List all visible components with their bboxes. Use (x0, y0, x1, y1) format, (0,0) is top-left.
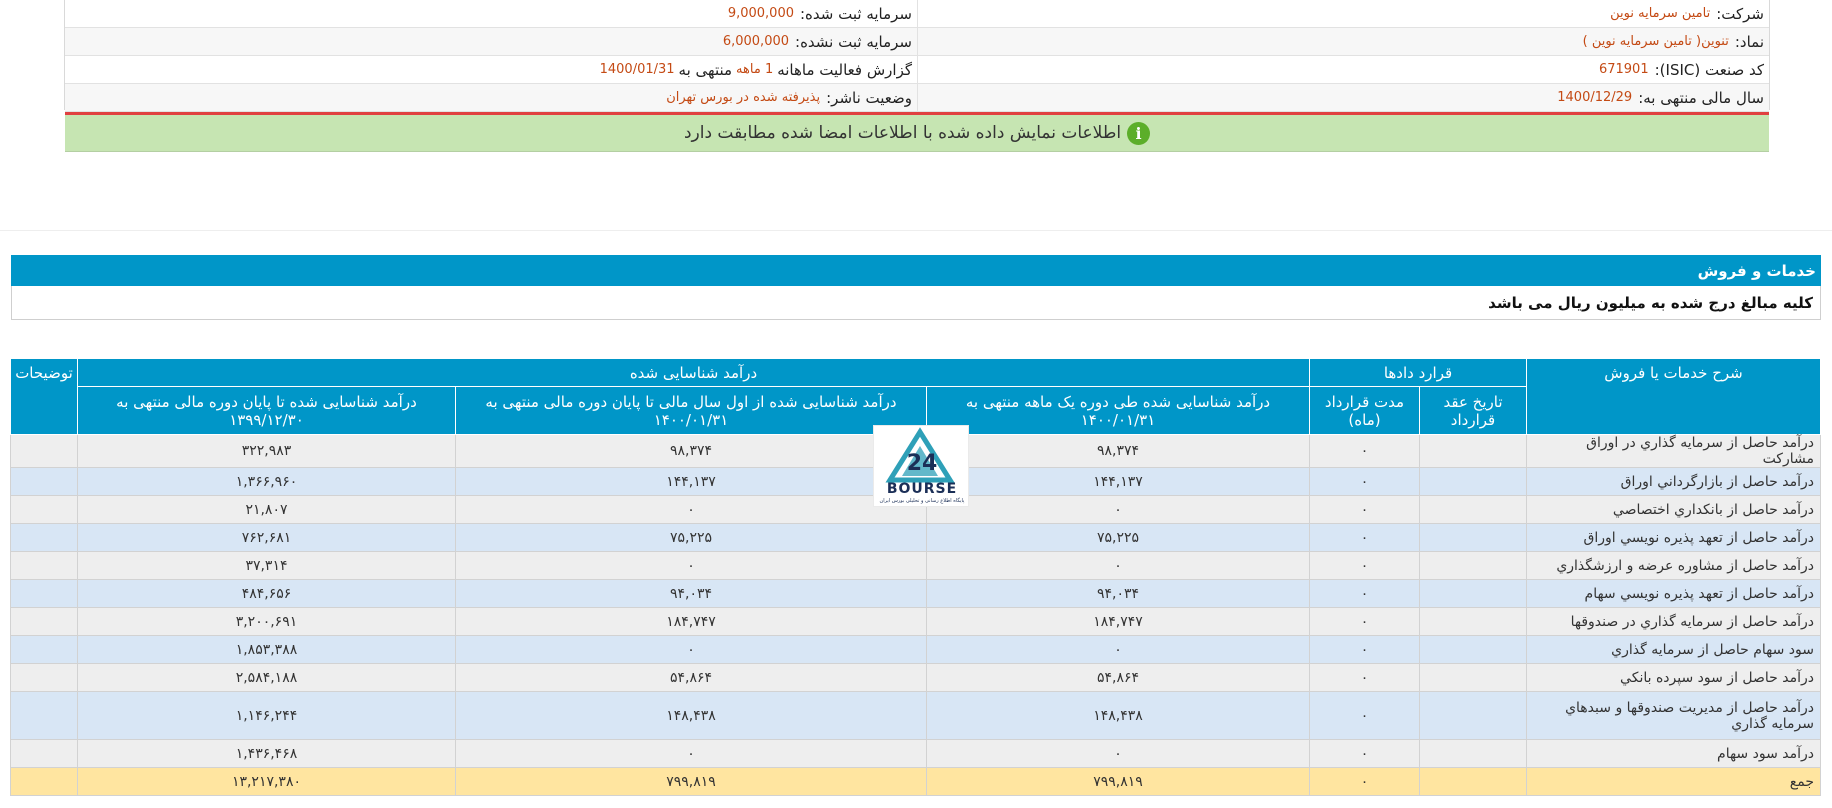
publisher-value: پذیرفته شده در بورس تهران (666, 90, 821, 105)
row-income-ytd: ۱۴۸,۴۳۸ (455, 692, 926, 740)
page-divider (0, 230, 1832, 231)
row-desc: درآمد حاصل از مديريت صندوقها و سبدهاي سرمايه گذاري (1527, 692, 1821, 740)
row-income-prev: ۴۸۴,۶۵۶ (77, 580, 455, 608)
header-income-prev: درآمد شناسایی شده تا پایان دوره مالی منتهی به ۱۳۹۹/۱۲/۳۰ (77, 387, 455, 435)
table-row (10, 552, 1820, 580)
report-label: گزارش فعالیت ماهانه (777, 60, 912, 79)
symbol-link[interactable]: تنوین( تامین سرمایه نوین ) (1582, 34, 1729, 49)
bourse-watermark-logo (873, 425, 969, 507)
row-contract-date (1420, 552, 1527, 580)
reg-capital-value: 9,000,000 (727, 6, 794, 21)
row-income-ytd: ۵۴,۸۶۴ (455, 664, 926, 692)
fiscal-label: سال مالی منتهی به: (1638, 88, 1764, 107)
row-income-prev: ۳,۲۰۰,۶۹۱ (77, 608, 455, 636)
isic-cell (917, 56, 1769, 83)
services-table (10, 358, 1821, 796)
services-table-wrap (11, 358, 1821, 796)
report-mid-label: منتهی به (678, 60, 733, 79)
row-notes (10, 608, 77, 636)
row-contract-duration: ۰ (1309, 580, 1419, 608)
row-contract-date (1420, 740, 1527, 768)
row-income-prev: ۳۲۲,۹۸۳ (77, 435, 455, 468)
symbol-cell (917, 28, 1769, 55)
row-desc: درآمد حاصل از سرمایه گذاري در اوراق مشارکت (1527, 435, 1821, 468)
row-contract-duration: ۰ (1309, 552, 1419, 580)
row-income-prev: ۱,۳۶۶,۹۶۰ (77, 468, 455, 496)
row-desc: سود سهام حاصل از سرمايه گذاري (1527, 636, 1821, 664)
company-link[interactable]: تامین سرمایه نوین (1610, 6, 1711, 21)
row-notes (10, 435, 77, 468)
row-notes (10, 552, 77, 580)
row-income-ytd: ۰ (455, 740, 926, 768)
fiscal-value: 1400/12/29 (1557, 90, 1633, 105)
unreg-capital-label: سرمایه ثبت نشده: (795, 32, 912, 51)
publisher-cell (65, 84, 917, 111)
row-contract-date (1420, 664, 1527, 692)
svg-text:24: 24 (906, 451, 938, 476)
row-contract-duration: ۰ (1309, 608, 1419, 636)
publisher-label: وضعیت ناشر: (826, 88, 912, 107)
row-income-month: ۷۵,۲۲۵ (926, 524, 1309, 552)
header-contracts: قرارد دادها (1309, 359, 1526, 387)
row-desc: درآمد حاصل از تعهد پذيره نويسي اوراق (1527, 524, 1821, 552)
row-contract-duration: ۰ (1309, 468, 1419, 496)
total-row-income-prev: ۱۳,۲۱۷,۳۸۰ (77, 768, 455, 796)
header-notes: توضیحات (10, 359, 77, 435)
total-row-contract-duration: ۰ (1309, 768, 1419, 796)
row-contract-duration: ۰ (1309, 636, 1419, 664)
table-row (10, 580, 1820, 608)
watermark-text: BOURSE (886, 481, 958, 497)
row-income-ytd: ۹۸,۳۷۴ (455, 435, 926, 468)
symbol-label: نماد: (1734, 32, 1764, 51)
row-income-ytd: ۰ (455, 496, 926, 524)
header-desc: شرح خدمات یا فروش (1527, 359, 1821, 435)
row-contract-duration: ۰ (1309, 524, 1419, 552)
row-desc: درآمد سود سهام (1527, 740, 1821, 768)
row-income-month: ۹۴,۰۳۴ (926, 580, 1309, 608)
row-income-month: ۱۴۴,۱۳۷ (926, 468, 1309, 496)
row-notes (10, 636, 77, 664)
row-income-month: ۰ (926, 740, 1309, 768)
row-desc: درآمد حاصل از مشاوره عرضه و ارزشگذاري (1527, 552, 1821, 580)
watermark-subtext: پایگاه اطلاع رسانی و تحلیلی بورس ایران (879, 498, 965, 504)
company-cell (917, 0, 1769, 27)
header-contract-date: تاریخ عقد قرارداد (1420, 387, 1527, 435)
row-contract-duration: ۰ (1309, 496, 1419, 524)
info-row-1 (65, 0, 1769, 28)
row-desc: درآمد حاصل از تعهد پذيره نويسي سهام (1527, 580, 1821, 608)
row-contract-date (1420, 636, 1527, 664)
total-row-notes (10, 768, 77, 796)
row-income-month: ۱۸۴,۷۴۷ (926, 608, 1309, 636)
table-row (10, 692, 1820, 740)
row-notes (10, 664, 77, 692)
row-income-ytd: ۹۴,۰۳۴ (455, 580, 926, 608)
row-income-month: ۹۸,۳۷۴ (926, 435, 1309, 468)
row-income-month: ۰ (926, 636, 1309, 664)
row-income-ytd: ۱۴۴,۱۳۷ (455, 468, 926, 496)
unreg-capital-value: 6,000,000 (722, 34, 790, 49)
table-row (10, 524, 1820, 552)
signature-notice (65, 115, 1769, 152)
header-contract-duration: مدت قرارداد (ماه) (1309, 387, 1419, 435)
row-income-prev: ۱,۱۴۶,۲۴۴ (77, 692, 455, 740)
row-contract-duration: ۰ (1309, 692, 1419, 740)
info-icon: i (1127, 122, 1150, 145)
fiscal-cell (917, 84, 1769, 111)
isic-label: کد صنعت (ISIC): (1654, 60, 1764, 79)
row-income-ytd: ۰ (455, 636, 926, 664)
table-row (10, 636, 1820, 664)
row-income-ytd: ۷۵,۲۲۵ (455, 524, 926, 552)
row-notes (10, 580, 77, 608)
row-income-month: ۰ (926, 552, 1309, 580)
total-row-desc: جمع (1527, 768, 1821, 796)
info-row-2 (65, 28, 1769, 56)
row-contract-date (1420, 435, 1527, 468)
row-contract-date (1420, 468, 1527, 496)
section-subtitle: کلیه مبالغ درج شده به میلیون ریال می باشد (11, 286, 1821, 320)
row-income-ytd: ۰ (455, 552, 926, 580)
row-income-prev: ۲,۵۸۴,۱۸۸ (77, 664, 455, 692)
report-cell (65, 56, 917, 83)
header-income-month: درآمد شناسایی شده طی دوره یک ماهه منتهی به ۱۴۰۰/۰۱/۳۱ (926, 387, 1309, 435)
table-row (10, 608, 1820, 636)
total-row-income-ytd: ۷۹۹,۸۱۹ (455, 768, 926, 796)
row-income-prev: ۳۷,۳۱۴ (77, 552, 455, 580)
row-income-prev: ۱,۸۵۳,۳۸۸ (77, 636, 455, 664)
row-income-month: ۰ (926, 496, 1309, 524)
row-income-ytd: ۱۸۴,۷۴۷ (455, 608, 926, 636)
row-notes (10, 740, 77, 768)
row-contract-date (1420, 692, 1527, 740)
row-contract-date (1420, 524, 1527, 552)
reg-capital-cell (65, 0, 917, 27)
total-row-contract-date (1420, 768, 1527, 796)
row-notes (10, 692, 77, 740)
total-row (10, 768, 1820, 796)
services-section (11, 255, 1821, 320)
row-contract-date (1420, 608, 1527, 636)
row-income-month: ۵۴,۸۶۴ (926, 664, 1309, 692)
notice-text: اطلاعات نمایش داده شده با اطلاعات امضا شده مطابقت دارد (683, 123, 1122, 143)
row-notes (10, 496, 77, 524)
table-row (10, 740, 1820, 768)
info-row-4 (65, 84, 1769, 112)
company-label: شرکت: (1716, 4, 1764, 23)
reg-capital-label: سرمایه ثبت شده: (800, 4, 912, 23)
row-notes (10, 468, 77, 496)
header-income: درآمد شناسایی شده (77, 359, 1309, 387)
row-notes (10, 524, 77, 552)
bourse-logo-icon (872, 426, 968, 486)
row-contract-duration: ۰ (1309, 664, 1419, 692)
row-income-month: ۱۴۸,۴۳۸ (926, 692, 1309, 740)
row-income-prev: ۷۶۲,۶۸۱ (77, 524, 455, 552)
row-contract-duration: ۰ (1309, 740, 1419, 768)
row-contract-date (1420, 580, 1527, 608)
row-contract-date (1420, 496, 1527, 524)
header-income-ytd: درآمد شناسایی شده از اول سال مالی تا پایان دوره مالی منتهی به ۱۴۰۰/۰۱/۳۱ (455, 387, 926, 435)
row-contract-duration: ۰ (1309, 435, 1419, 468)
table-row (10, 664, 1820, 692)
row-desc: درآمد حاصل از سود سپرده بانکي (1527, 664, 1821, 692)
total-row-income-month: ۷۹۹,۸۱۹ (926, 768, 1309, 796)
company-info-panel (64, 0, 1770, 143)
unreg-capital-cell (65, 28, 917, 55)
row-desc: درآمد حاصل از بازارگرداني اوراق (1527, 468, 1821, 496)
row-desc: درآمد حاصل از سرمايه گذاري در صندوقها (1527, 608, 1821, 636)
report-date: 1400/01/31 (599, 62, 675, 77)
isic-value: 671901 (1598, 62, 1649, 77)
row-desc: درآمد حاصل از بانکداري اختصاصي (1527, 496, 1821, 524)
row-income-prev: ۱,۴۳۶,۴۶۸ (77, 740, 455, 768)
row-income-prev: ۲۱,۸۰۷ (77, 496, 455, 524)
section-title: خدمات و فروش (11, 255, 1821, 286)
report-period: 1 ماهه (736, 62, 774, 77)
info-row-3 (65, 56, 1769, 84)
